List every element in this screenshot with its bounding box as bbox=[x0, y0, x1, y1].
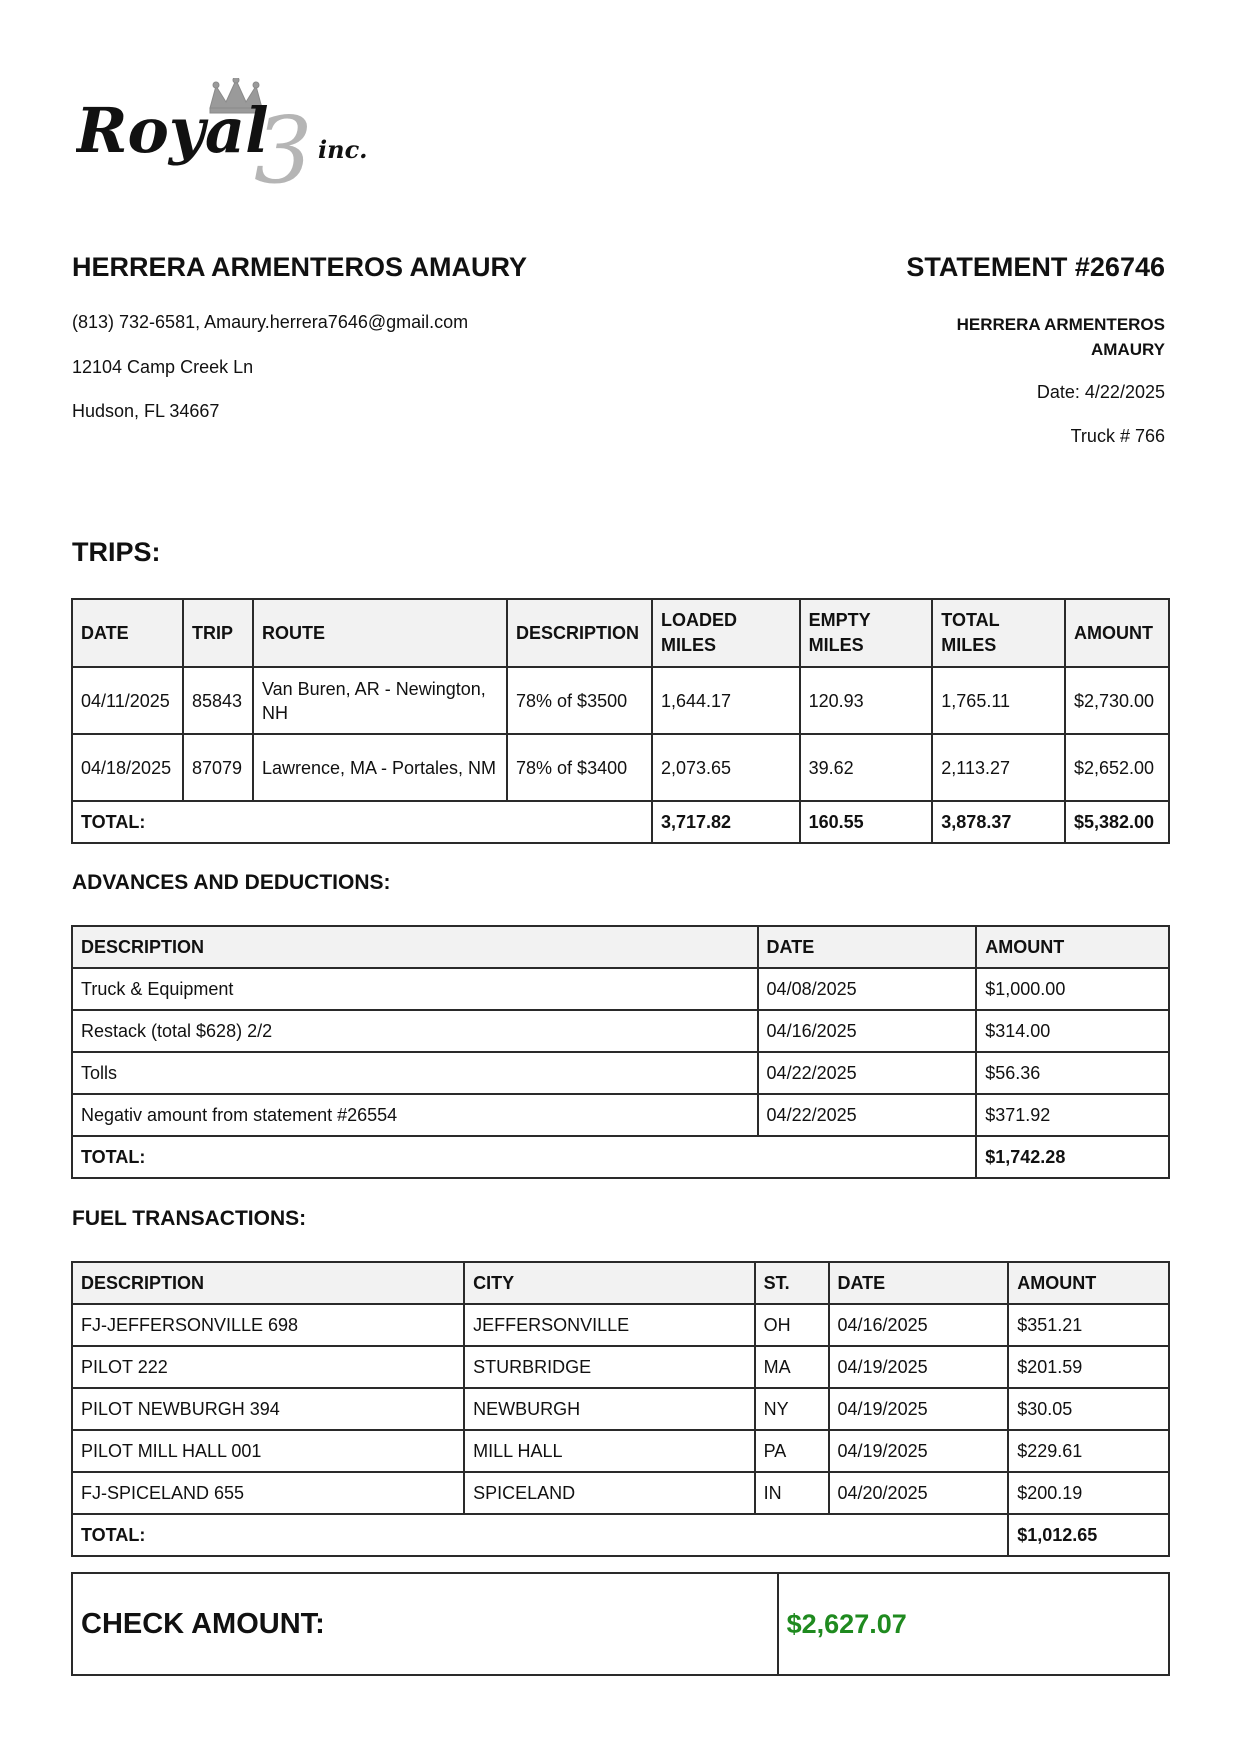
fuel-title: FUEL TRANSACTIONS: bbox=[72, 1207, 307, 1230]
table-cell: 04/19/2025 bbox=[829, 1346, 1009, 1388]
table-cell: 39.62 bbox=[800, 734, 933, 801]
statement-title: STATEMENT #26746 bbox=[906, 252, 1165, 282]
table-row bbox=[72, 1472, 1169, 1514]
table-cell: $314.00 bbox=[976, 1010, 1169, 1052]
table-cell: Truck & Equipment bbox=[72, 968, 758, 1010]
table-cell: 04/18/2025 bbox=[72, 734, 183, 801]
header-cell: TOTAL MILES bbox=[932, 599, 1065, 667]
statement-date: Date: 4/22/2025 bbox=[1036, 382, 1165, 402]
table-cell: 04/22/2025 bbox=[758, 1052, 977, 1094]
table-cell: 120.93 bbox=[800, 667, 933, 734]
table-cell: STURBRIDGE bbox=[464, 1346, 755, 1388]
table-cell: PA bbox=[755, 1430, 829, 1472]
header-cell: DESCRIPTION bbox=[507, 599, 652, 667]
table-cell: 04/22/2025 bbox=[758, 1094, 977, 1136]
header-cell: DATE bbox=[758, 926, 977, 968]
table-cell: MA bbox=[755, 1346, 829, 1388]
table-cell: FJ-SPICELAND 655 bbox=[72, 1472, 464, 1514]
total-label: TOTAL: bbox=[72, 1514, 1008, 1556]
table-cell: $229.61 bbox=[1008, 1430, 1169, 1472]
header-cell: AMOUNT bbox=[1065, 599, 1169, 667]
total-row bbox=[72, 1136, 1169, 1178]
table-cell: OH bbox=[755, 1304, 829, 1346]
statement-driver-name: HERRERA ARMENTEROS AMAURY bbox=[956, 315, 1165, 359]
fuel-table bbox=[71, 1261, 1170, 1557]
table-cell: MILL HALL bbox=[464, 1430, 755, 1472]
table-cell: NY bbox=[755, 1388, 829, 1430]
table-cell: 04/19/2025 bbox=[829, 1388, 1009, 1430]
table-cell: Van Buren, AR - Newington, NH bbox=[253, 667, 507, 734]
table-header-row bbox=[72, 599, 1169, 667]
table-cell: 04/08/2025 bbox=[758, 968, 977, 1010]
check-amount-box bbox=[71, 1572, 1170, 1676]
driver-city: Hudson, FL 34667 bbox=[72, 401, 220, 421]
table-cell: 85843 bbox=[183, 667, 253, 734]
advances-title: ADVANCES AND DEDUCTIONS: bbox=[72, 871, 391, 894]
table-cell: 04/19/2025 bbox=[829, 1430, 1009, 1472]
total-row bbox=[72, 1514, 1169, 1556]
header-cell: DATE bbox=[829, 1262, 1009, 1304]
header-cell: LOADED MILES bbox=[652, 599, 800, 667]
table-cell: PILOT MILL HALL 001 bbox=[72, 1430, 464, 1472]
table-cell: 1,644.17 bbox=[652, 667, 800, 734]
total-empty-miles: 160.55 bbox=[800, 801, 933, 843]
table-cell: 04/11/2025 bbox=[72, 667, 183, 734]
table-row bbox=[72, 667, 1169, 734]
table-row bbox=[72, 1430, 1169, 1472]
total-amount: $1,012.65 bbox=[1008, 1514, 1169, 1556]
table-row bbox=[72, 1094, 1169, 1136]
table-row bbox=[72, 1388, 1169, 1430]
table-cell: $351.21 bbox=[1008, 1304, 1169, 1346]
table-cell: Tolls bbox=[72, 1052, 758, 1094]
table-cell: $56.36 bbox=[976, 1052, 1169, 1094]
table-cell: JEFFERSONVILLE bbox=[464, 1304, 755, 1346]
table-cell: $2,652.00 bbox=[1065, 734, 1169, 801]
table-cell: $201.59 bbox=[1008, 1346, 1169, 1388]
total-loaded-miles: 3,717.82 bbox=[652, 801, 800, 843]
table-cell: 04/16/2025 bbox=[758, 1010, 977, 1052]
table-cell: SPICELAND bbox=[464, 1472, 755, 1514]
header-cell: AMOUNT bbox=[1008, 1262, 1169, 1304]
header-cell: DESCRIPTION bbox=[72, 1262, 464, 1304]
table-cell: 87079 bbox=[183, 734, 253, 801]
table-row bbox=[72, 1346, 1169, 1388]
table-cell: Restack (total $628) 2/2 bbox=[72, 1010, 758, 1052]
driver-name: HERRERA ARMENTEROS AMAURY bbox=[72, 252, 528, 282]
table-row bbox=[72, 1304, 1169, 1346]
logo-mark: 3 bbox=[254, 97, 313, 190]
logo-suffix: inc. bbox=[318, 135, 368, 164]
header-cell: ST. bbox=[755, 1262, 829, 1304]
advances-table bbox=[71, 925, 1170, 1179]
table-cell: PILOT 222 bbox=[72, 1346, 464, 1388]
trips-title: TRIPS: bbox=[72, 537, 161, 567]
table-cell: Negativ amount from statement #26554 bbox=[72, 1094, 758, 1136]
table-cell: 78% of $3400 bbox=[507, 734, 652, 801]
table-row bbox=[72, 968, 1169, 1010]
table-cell: IN bbox=[755, 1472, 829, 1514]
trips-table bbox=[71, 598, 1170, 844]
header-cell: TRIP bbox=[183, 599, 253, 667]
table-cell: $2,730.00 bbox=[1065, 667, 1169, 734]
check-amount-label: CHECK AMOUNT: bbox=[72, 1573, 778, 1675]
header-cell: DATE bbox=[72, 599, 183, 667]
table-cell: $30.05 bbox=[1008, 1388, 1169, 1430]
table-cell: 04/16/2025 bbox=[829, 1304, 1009, 1346]
total-label: TOTAL: bbox=[72, 801, 652, 843]
driver-street: 12104 Camp Creek Ln bbox=[72, 357, 254, 377]
table-cell: $371.92 bbox=[976, 1094, 1169, 1136]
statement-truck: Truck # 766 bbox=[1070, 426, 1165, 446]
table-header-row bbox=[72, 926, 1169, 968]
total-miles: 3,878.37 bbox=[932, 801, 1065, 843]
total-amount: $1,742.28 bbox=[976, 1136, 1169, 1178]
table-cell: 2,073.65 bbox=[652, 734, 800, 801]
table-row bbox=[72, 734, 1169, 801]
check-row bbox=[72, 1573, 1169, 1675]
table-cell: Lawrence, MA - Portales, NM bbox=[253, 734, 507, 801]
table-cell: 1,765.11 bbox=[932, 667, 1065, 734]
total-amount: $5,382.00 bbox=[1065, 801, 1169, 843]
header-cell: AMOUNT bbox=[976, 926, 1169, 968]
header-cell: ROUTE bbox=[253, 599, 507, 667]
table-cell: FJ-JEFFERSONVILLE 698 bbox=[72, 1304, 464, 1346]
table-cell: NEWBURGH bbox=[464, 1388, 755, 1430]
table-cell: $200.19 bbox=[1008, 1472, 1169, 1514]
table-header-row bbox=[72, 1262, 1169, 1304]
total-row bbox=[72, 801, 1169, 843]
table-row bbox=[72, 1052, 1169, 1094]
driver-contact: (813) 732-6581, Amaury.herrera7646@gmail.com bbox=[72, 312, 469, 332]
table-cell: 2,113.27 bbox=[932, 734, 1065, 801]
logo-wordmark: Royal bbox=[76, 94, 269, 167]
table-row bbox=[72, 1010, 1169, 1052]
header-cell: EMPTY MILES bbox=[800, 599, 933, 667]
total-label: TOTAL: bbox=[72, 1136, 976, 1178]
table-cell: 78% of $3500 bbox=[507, 667, 652, 734]
table-cell: 04/20/2025 bbox=[829, 1472, 1009, 1514]
check-amount-value: $2,627.07 bbox=[778, 1573, 1169, 1675]
header-cell: DESCRIPTION bbox=[72, 926, 758, 968]
company-logo bbox=[76, 78, 396, 190]
table-cell: $1,000.00 bbox=[976, 968, 1169, 1010]
table-cell: PILOT NEWBURGH 394 bbox=[72, 1388, 464, 1430]
header-cell: CITY bbox=[464, 1262, 755, 1304]
